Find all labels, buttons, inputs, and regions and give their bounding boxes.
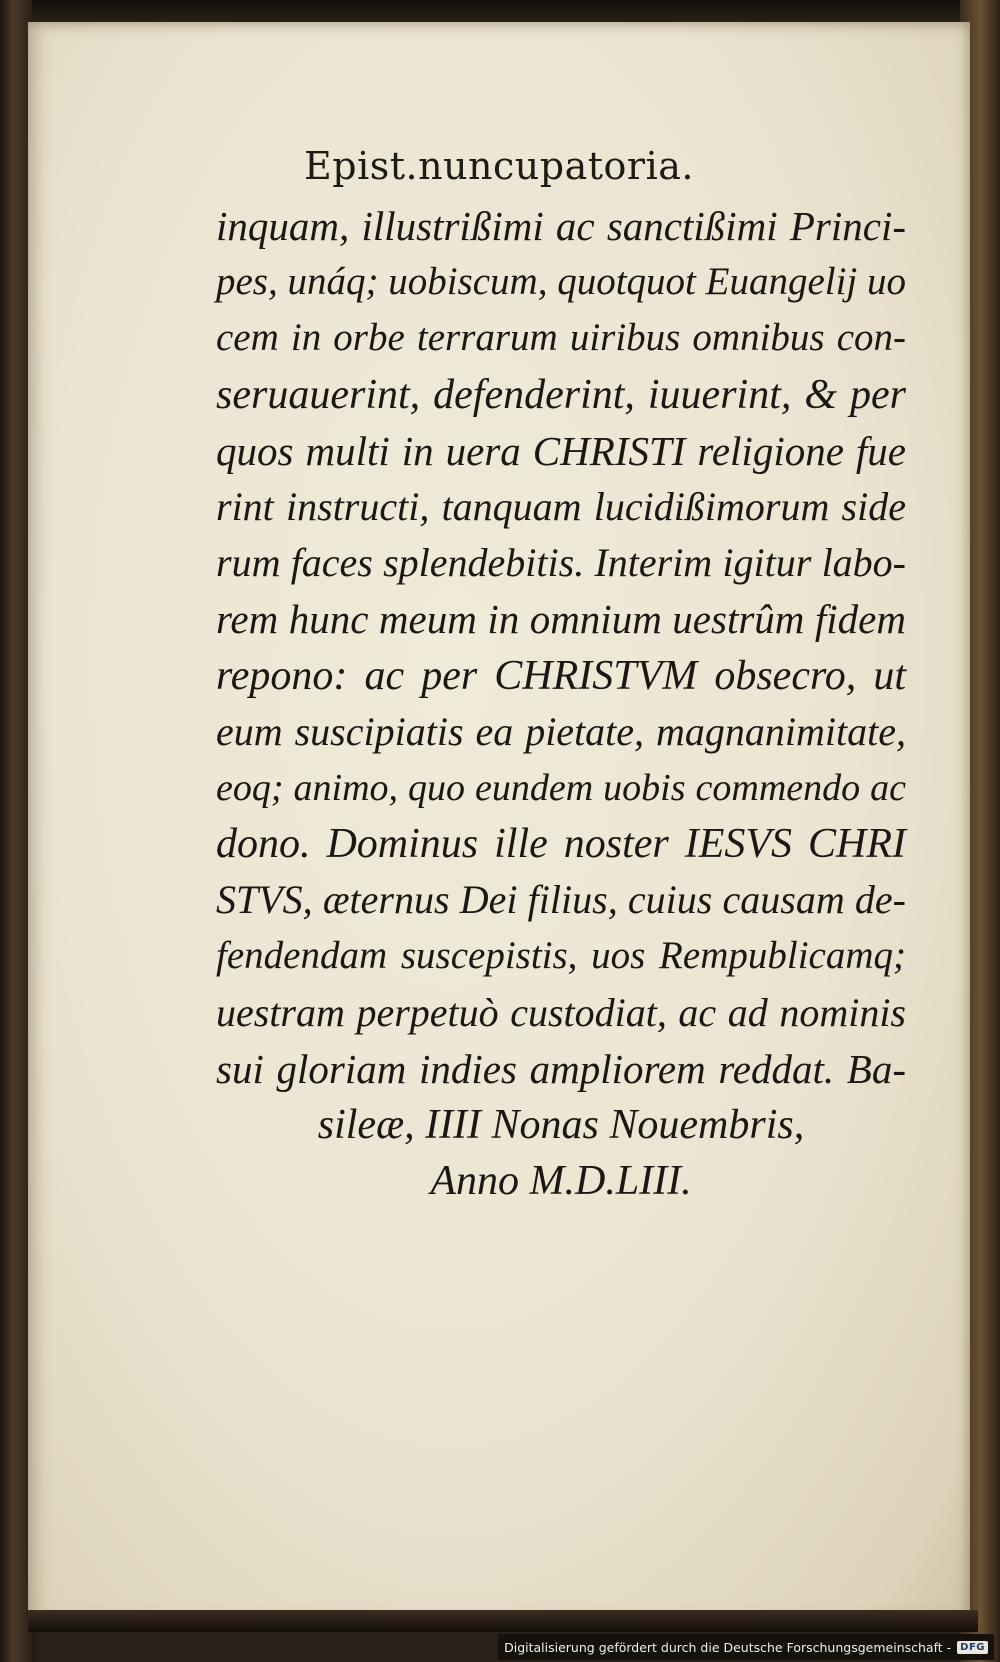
text-line: pes, unáq; uobiscum, quotquot Euangelij uo xyxy=(216,260,907,304)
text-line: eoq; animo, quo eundem uobis commendo ac xyxy=(216,766,906,809)
dateline: sileæ, IIII Nonas Nouembris, xyxy=(317,1102,805,1148)
text-line: uestram perpetuò custodiat, ac ad nominis xyxy=(216,989,906,1035)
dfg-logo-icon: DFG xyxy=(957,1641,988,1654)
text-line: rem hunc meum in omnium uestrûm fidem xyxy=(216,596,906,643)
text-line: seruauerint, defenderint, iuuerint, & per xyxy=(216,371,906,418)
digitization-credit xyxy=(498,1634,994,1660)
text-line: fendendam suscepistis, uos Rempublicamq; xyxy=(216,934,906,978)
body-text xyxy=(216,198,906,1209)
credit-text: Digitalisierung gefördert durch die Deutsche Forschungsgemeinschaft - xyxy=(504,1639,952,1655)
text-line: cem in orbe terrarum uiribus omnibus con- xyxy=(216,316,906,360)
text-line: dono. Dominus ille noster IESVS CHRI xyxy=(216,821,906,868)
page-bottom-shadow xyxy=(28,1610,978,1632)
text-line: quos multi in uera CHRISTI religione fue xyxy=(216,427,906,474)
text-line: repono: ac per CHRISTVM obsecro, ut xyxy=(216,652,906,699)
book-page xyxy=(28,22,970,1622)
text-line: eum suscipiatis ea pietate, magnanimitate, xyxy=(216,708,906,754)
year-line: Anno M.D.LIII. xyxy=(430,1158,692,1205)
running-head: Epist.nuncupatoria. xyxy=(304,144,694,188)
text-line: rum faces splendebitis. Interim igitur labo- xyxy=(216,540,906,586)
text-line: rint instructi, tanquam lucidißimorum side xyxy=(216,483,906,529)
text-line: inquam, illustrißimi ac sanctißimi Princi- xyxy=(216,203,906,249)
text-line: STVS, æternus Dei filius, cuius causam de- xyxy=(216,877,906,923)
text-line: sui gloriam indies ampliorem reddat. Ba- xyxy=(216,1045,906,1092)
